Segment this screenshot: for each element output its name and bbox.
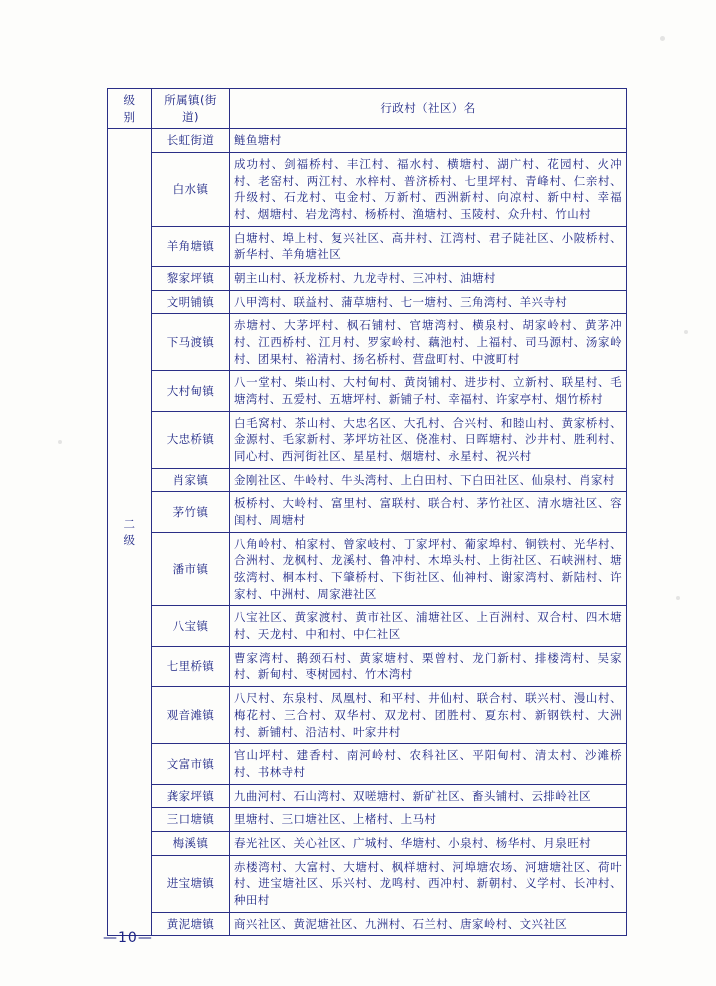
villages-cell: 八甲湾村、联益村、蒲草塘村、七一塘村、三角湾村、羊兴寺村: [230, 290, 627, 314]
villages-cell: 八尺村、东泉村、凤凰村、和平村、井仙村、联合村、联兴村、漫山村、梅花村、三合村、双华村、双龙村、团胜村、夏东村、新钢铁村、大洲村、新铺村、沿洁村、叶家井村: [230, 687, 627, 744]
villages-cell: 春光社区、关心社区、广城村、华塘村、小泉村、杨华村、月泉旺村: [230, 831, 627, 855]
town-name-cell: 八宝镇: [152, 606, 230, 646]
villages-cell: 白毛窝村、茶山村、大忠名区、大孔村、合兴村、和睦山村、黄家桥村、金源村、毛家新村、茅坪坊社区、侥准村、日晖塘村、沙井村、胜利村、同心村、西河街社区、星星村、烟塘村、永星村、祝兴村: [230, 411, 627, 468]
town-name-cell: 龚家坪镇: [152, 784, 230, 808]
town-name-cell: 肖家镇: [152, 468, 230, 492]
villages-cell: 八宝社区、黄家渡村、黄市社区、浦塘社区、上百洲村、双合村、四木塘村、天龙村、中和村、中仁社区: [230, 606, 627, 646]
town-name-cell: 梅溪镇: [152, 831, 230, 855]
table-row: [108, 290, 627, 314]
villages-cell: 商兴社区、黄泥塘社区、九洲村、石兰村、唐家岭村、文兴社区: [230, 912, 627, 936]
table-row: [108, 831, 627, 855]
town-name-cell: 大村甸镇: [152, 371, 230, 411]
table-row: [108, 606, 627, 646]
villages-cell: 成功村、剑福桥村、丰江村、福水村、横塘村、湖广村、花园村、火冲村、老窑村、两江村、水梓村、普济桥村、七里坪村、青峰村、仁亲村、升级村、石龙村、屯金村、万新村、西洲新村、向凉村、新中村、幸福村、烟塘村、岩龙湾村、杨桥村、渔塘村、玉陵村、众升村、竹山村: [230, 153, 627, 227]
scan-speckle: [684, 330, 688, 334]
scan-speckle: [58, 440, 62, 444]
level-char: 级: [123, 533, 136, 548]
town-name-cell: 黎家坪镇: [152, 267, 230, 291]
page-number: —10—: [103, 930, 153, 946]
table-row: [108, 532, 627, 606]
table-row: [108, 468, 627, 492]
scan-speckle: [676, 596, 680, 600]
town-name-cell: 潘市镇: [152, 532, 230, 606]
villages-cell: 白塘村、埠上村、复兴社区、高井村、江湾村、君子陡社区、小陂桥村、新华村、羊角塘社区: [230, 226, 627, 266]
villages-cell: 赤塘村、大茅坪村、枫石铺村、官塘湾村、横泉村、胡家岭村、黄茅冲村、江西桥村、江月村、罗家岭村、藕池村、上福村、司马源村、汤家岭村、团果村、裕清村、扬名桥村、营盘町村、中渡町村: [230, 314, 627, 371]
town-name-cell: 七里桥镇: [152, 646, 230, 686]
header-town: 所属镇(街道): [152, 89, 230, 129]
table-row: [108, 855, 627, 912]
town-name-cell: 文明铺镇: [152, 290, 230, 314]
town-name-cell: 文富市镇: [152, 744, 230, 784]
villages-cell: 里塘村、三口塘社区、上楮村、上马村: [230, 808, 627, 832]
villages-cell: 朝主山村、袄龙桥村、九龙寺村、三冲村、油塘村: [230, 267, 627, 291]
villages-cell: 金刚社区、牛岭村、牛头湾村、上白田村、下白田社区、仙泉村、肖家村: [230, 468, 627, 492]
table-row: [108, 784, 627, 808]
villages-cell: 九曲河村、石山湾村、双嗟塘村、新矿社区、畜头铺村、云排岭社区: [230, 784, 627, 808]
town-name-cell: 观音滩镇: [152, 687, 230, 744]
level-char: 二: [123, 516, 136, 531]
table-row: [108, 411, 627, 468]
villages-cell: 板桥村、大岭村、富里村、富联村、联合村、茅竹社区、清水塘社区、容闺村、周塘村: [230, 492, 627, 532]
table-row: [108, 129, 627, 153]
town-name-cell: 下马渡镇: [152, 314, 230, 371]
town-name-cell: 大忠桥镇: [152, 411, 230, 468]
villages-cell: 八一堂村、柴山村、大村甸村、黄岗铺村、进步村、立新村、联星村、毛塘湾村、五爱村、五塘坪村、新铺子村、幸福村、许家亭村、烟竹桥村: [230, 371, 627, 411]
town-name-cell: 进宝塘镇: [152, 855, 230, 912]
town-name-cell: 羊角塘镇: [152, 226, 230, 266]
table-row: [108, 912, 627, 936]
town-name-cell: 长虹街道: [152, 129, 230, 153]
town-name-cell: 白水镇: [152, 153, 230, 227]
header-level-line2: 别: [123, 109, 136, 124]
header-level-line1: 级: [123, 93, 136, 107]
table-header-row: [108, 89, 627, 129]
village-list-table: [107, 88, 627, 936]
villages-cell: 曹家湾村、鹅颈石村、黄家塘村、栗曾村、龙门新村、排楼湾村、吴家村、新甸村、枣树园村、竹木湾村: [230, 646, 627, 686]
town-name-cell: 黄泥塘镇: [152, 912, 230, 936]
table-row: [108, 371, 627, 411]
table-row: [108, 744, 627, 784]
villages-cell: 八角岭村、柏家村、曾家岐村、丁家坪村、葡家埠村、铜铁村、光华村、合洲村、龙枫村、龙溪村、鲁冲村、木埠头村、上街社区、石峡洲村、塘弦湾村、桐本村、下肇桥村、下街社区、仙神村、谢家湾村、新陆村、许家村、中洲村、周家港社区: [230, 532, 627, 606]
table-row: [108, 687, 627, 744]
villages-cell: 赤楼湾村、大富村、大塘村、枫样塘村、河埠塘农场、河塘塘社区、荷叶村、进宝塘社区、乐兴村、龙鸣村、西冲村、新朝村、义学村、长冲村、种田村: [230, 855, 627, 912]
villages-cell: 鲢鱼塘村: [230, 129, 627, 153]
villages-cell: 官山坪村、建香村、南河岭村、农科社区、平阳甸村、清太村、沙滩桥村、书林寺村: [230, 744, 627, 784]
header-level: [108, 89, 152, 129]
town-name-cell: 三口塘镇: [152, 808, 230, 832]
town-name-cell: 茅竹镇: [152, 492, 230, 532]
header-villages: 行政村（社区）名: [230, 89, 627, 129]
table-row: [108, 808, 627, 832]
scan-speckle: [660, 36, 665, 41]
table-row: [108, 492, 627, 532]
table-row: [108, 226, 627, 266]
table-row: [108, 314, 627, 371]
table-row: [108, 267, 627, 291]
table-row: [108, 153, 627, 227]
level-cell: [108, 129, 152, 936]
village-table-container: [107, 88, 626, 936]
table-row: [108, 646, 627, 686]
